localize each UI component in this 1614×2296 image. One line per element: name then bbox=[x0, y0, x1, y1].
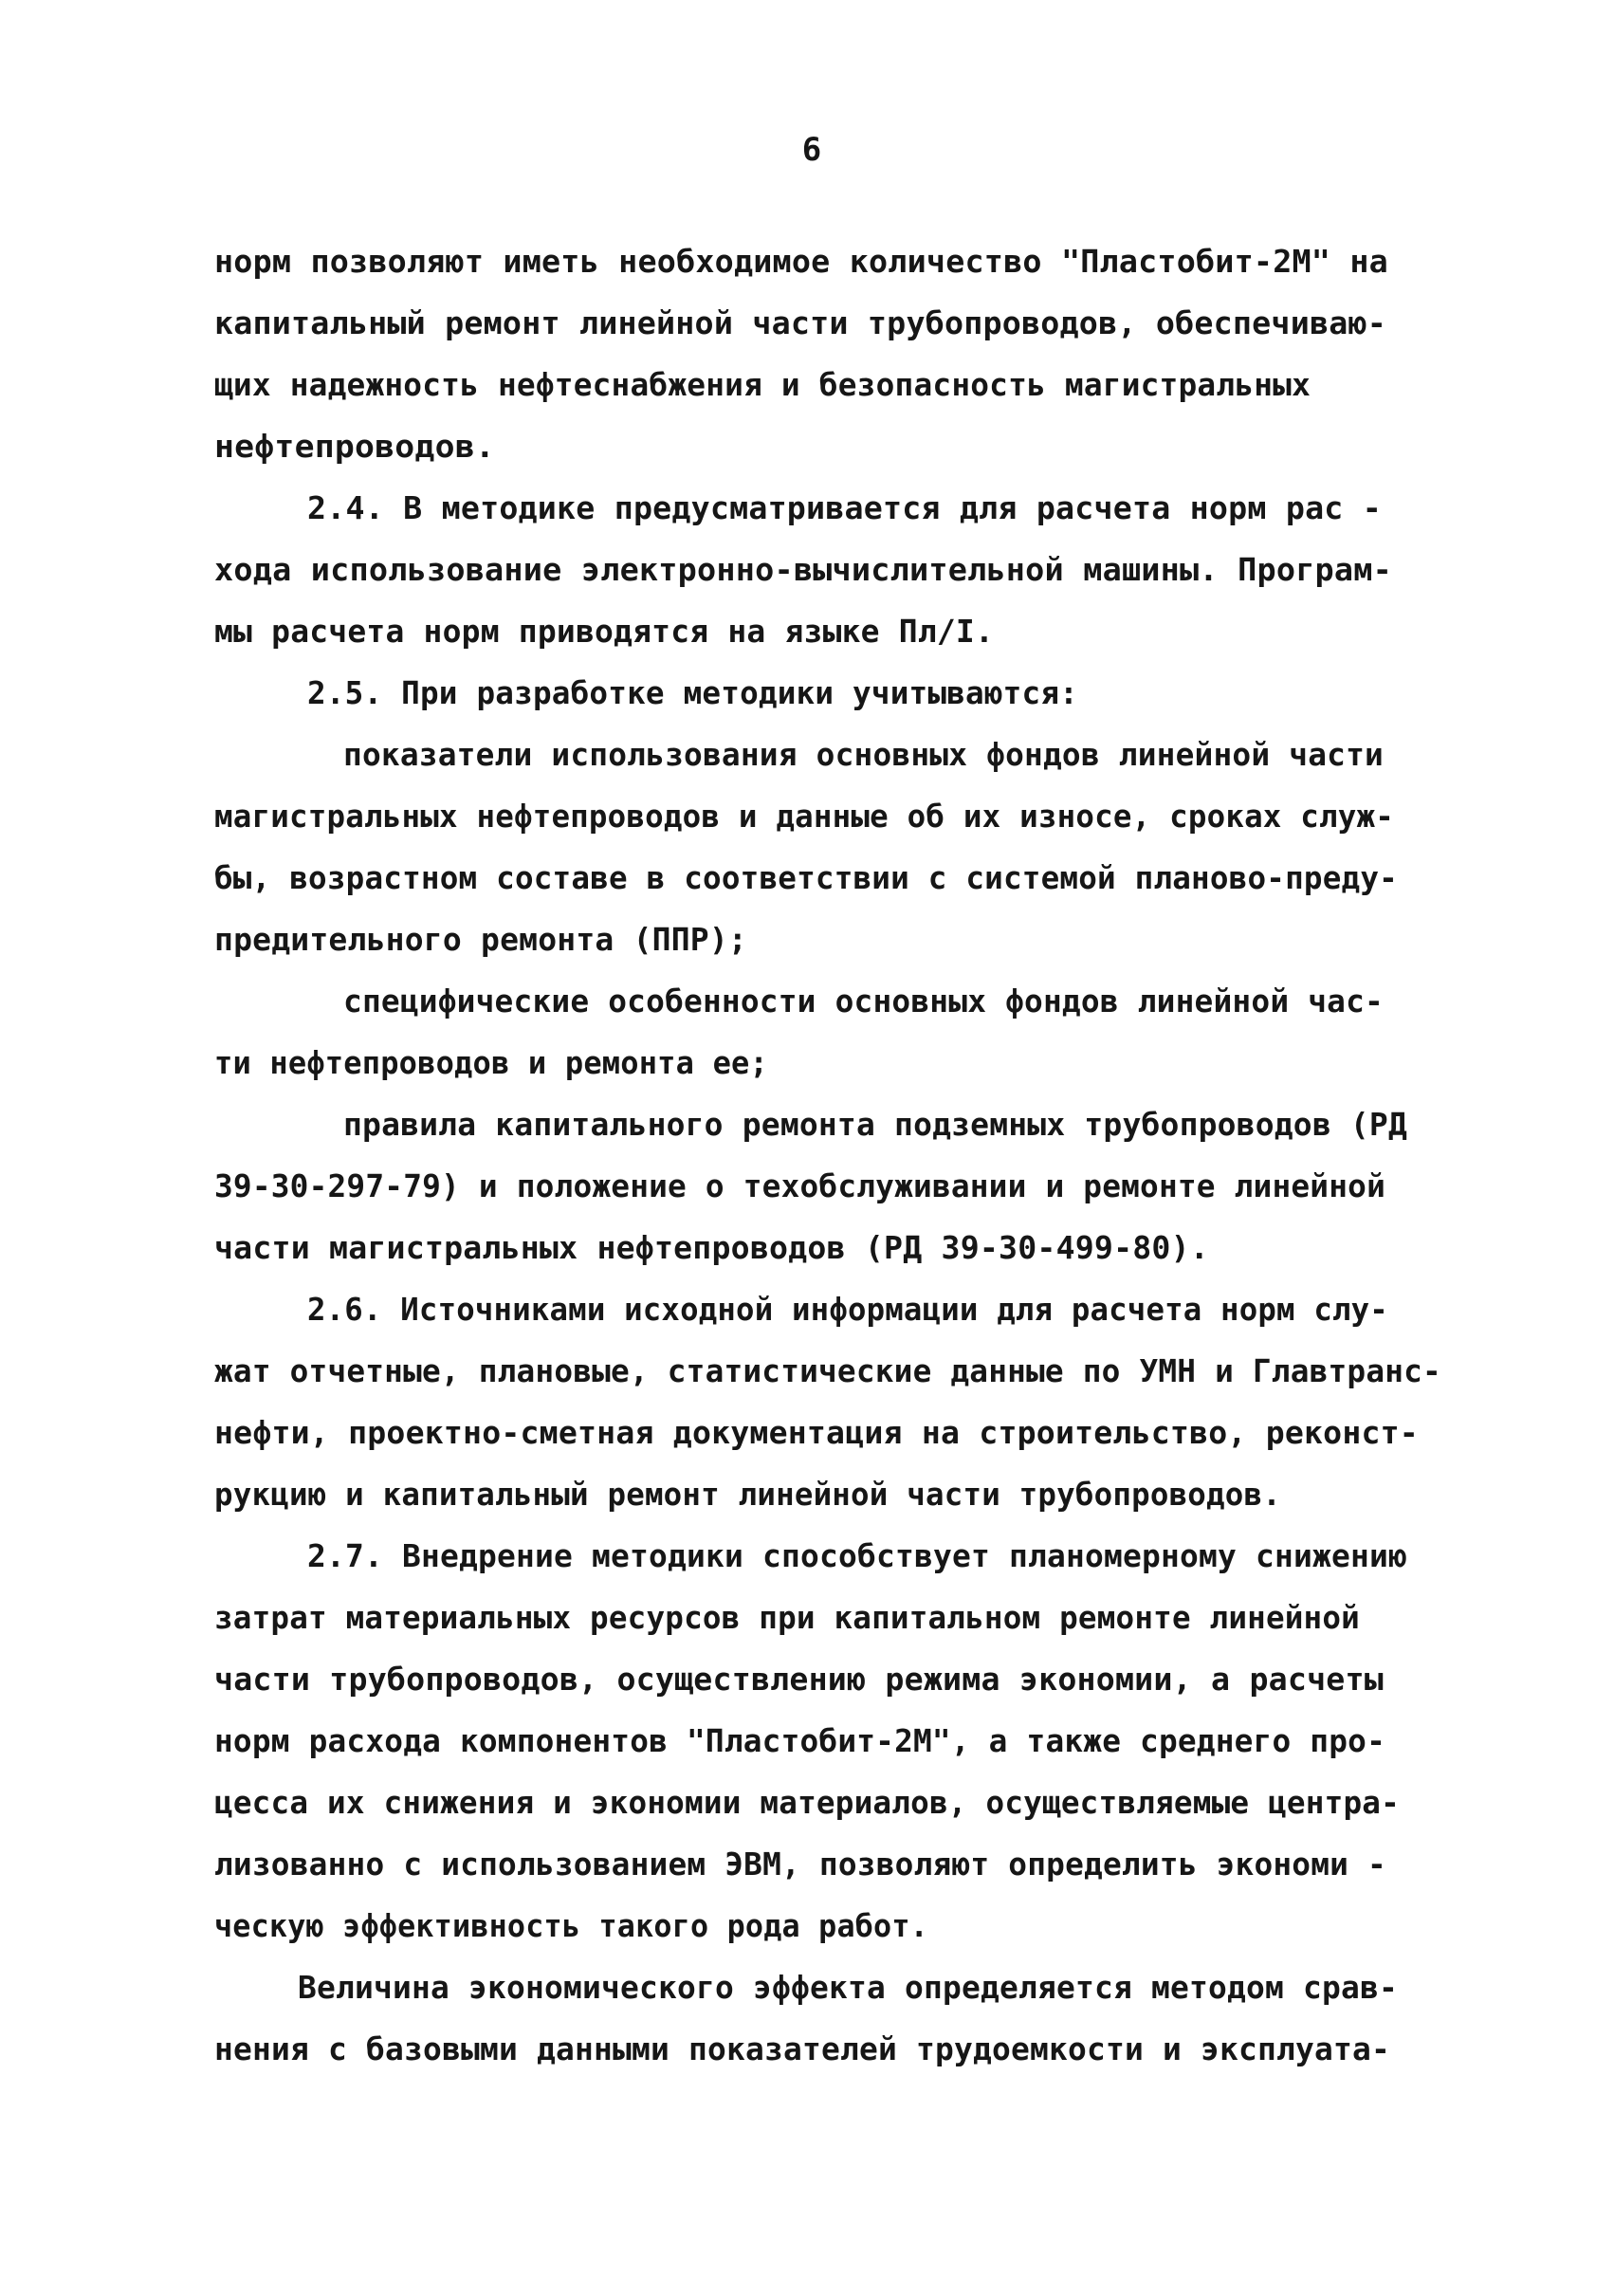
text-line: лизованно с использованием ЭВМ, позволяют определить экономи - bbox=[214, 1846, 1386, 1883]
text-line: щих надежность нефтеснабжения и безопасность магистральных bbox=[214, 366, 1311, 403]
text-line: 2.4. В методике предусматривается для расчета норм рас - bbox=[307, 489, 1383, 526]
text-line: 39-30-297-79) и положение о техобслуживании и ремонте линейной bbox=[214, 1167, 1385, 1204]
text-line: жат отчетные, плановые, статистические данные по УМН и Главтранс- bbox=[214, 1352, 1441, 1389]
text-line: норм позволяют иметь необходимое количество "Пластобит-2М" на bbox=[214, 243, 1388, 280]
text-line: магистральных нефтепроводов и данные об их износе, сроках служ- bbox=[214, 798, 1395, 835]
text-line: нефтепроводов. bbox=[214, 428, 496, 465]
text-line: цесса их снижения и экономии материалов, осуществляемые центра- bbox=[214, 1784, 1400, 1821]
text-line: 2.6. Источниками исходной информации для расчета норм слу- bbox=[307, 1291, 1388, 1328]
text-line: нефти, проектно-сметная документация на строительство, реконст- bbox=[214, 1414, 1419, 1451]
text-line: мы расчета норм приводятся на языке Пл/I. bbox=[214, 613, 995, 650]
text-line: бы, возрастном составе в соответствии с системой планово-преду- bbox=[214, 859, 1398, 896]
text-line: правила капитального ремонта подземных трубопроводов (РД bbox=[343, 1106, 1407, 1143]
text-line: части магистральных нефтепроводов (РД 39-30-499-80). bbox=[214, 1229, 1209, 1266]
text-line: показатели использования основных фондов линейной части bbox=[343, 736, 1385, 773]
text-line: 2.5. При разработке методики учитываются: bbox=[307, 674, 1078, 711]
text-line: норм расхода компонентов "Пластобит-2М", а также среднего про- bbox=[214, 1722, 1385, 1759]
text-line: рукцию и капитальный ремонт линейной части трубопроводов. bbox=[214, 1476, 1281, 1513]
text-line: хода использование электронно-вычислительной машины. Програм- bbox=[214, 551, 1393, 588]
text-line: капитальный ремонт линейной части трубопроводов, обеспечиваю- bbox=[214, 304, 1387, 341]
text-line: ти нефтепроводов и ремонта ее; bbox=[214, 1044, 768, 1081]
text-line: ческую эффективность такого рода работ. bbox=[214, 1907, 928, 1944]
page-number: 6 bbox=[801, 131, 822, 169]
text-line: нения с базовыми данными показателей трудоемкости и эксплуата- bbox=[214, 2030, 1390, 2067]
text-line: предительного ремонта (ППР); bbox=[214, 921, 748, 958]
text-line: специфические особенности основных фондов линейной час- bbox=[343, 983, 1385, 1019]
text-line: 2.7. Внедрение методики способствует планомерному снижению bbox=[307, 1537, 1407, 1574]
text-line: Величина экономического эффекта определяется методом срав- bbox=[298, 1969, 1398, 2006]
text-line: части трубопроводов, осуществлению режима экономии, а расчеты bbox=[214, 1661, 1384, 1698]
text-line: затрат материальных ресурсов при капитальном ремонте линейной bbox=[214, 1599, 1360, 1636]
